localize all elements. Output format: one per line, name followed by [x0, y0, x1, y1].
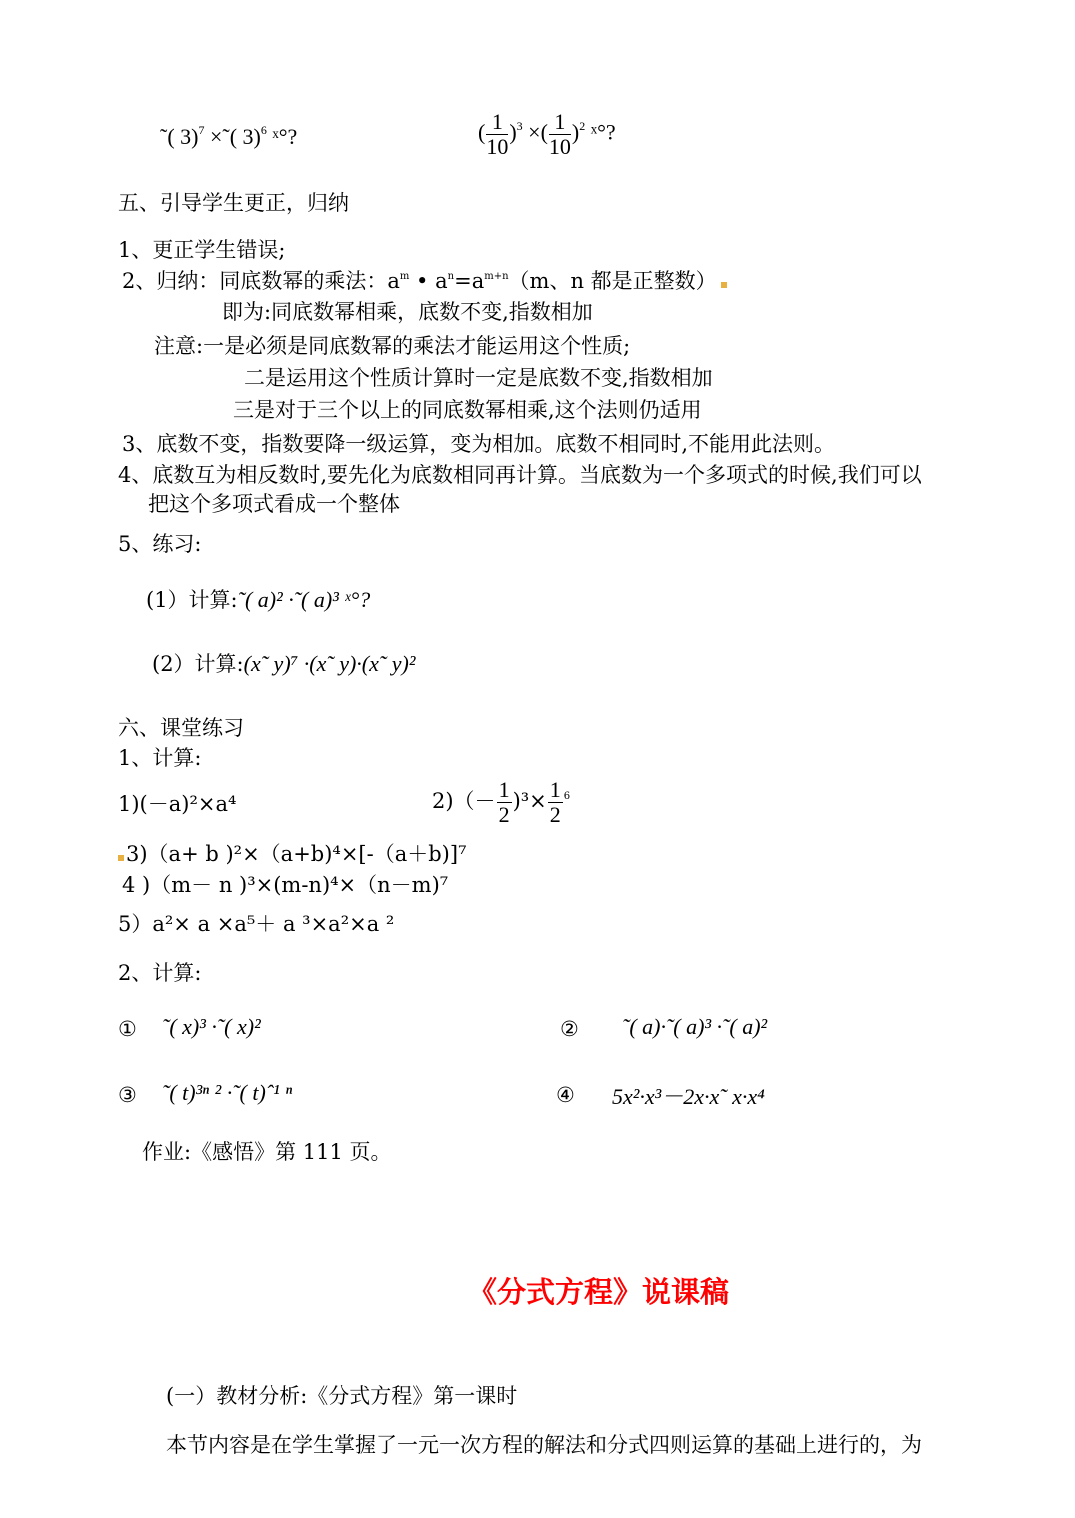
note-3: 三是对于三个以上的同底数幂相乘,这个法则仍适用 — [233, 398, 702, 422]
homework: 作业:《感悟》第 111 页。 — [142, 1140, 392, 1164]
section-5-heading: 五、引导学生更正，归纳 — [118, 191, 349, 215]
formula-top-right: ( $\frac{1}{10}$ )$^3$ ×( $\frac{1}{10}$ )$^2$ ˣ°? — [478, 109, 616, 159]
marker-dot — [721, 282, 727, 288]
exercise-1: (1）计算:˜( a)² ·˜( a)³ ˣ°? — [146, 587, 371, 612]
calc-1-expr: ˜( x)³ ·˜( x)² — [162, 1014, 261, 1039]
exercise-2: (2）计算:(x˜ y)⁷ ·(x˜ y)·(x˜ y)² — [152, 651, 416, 676]
item-3: 3、底数不变，指数要降一级运算，变为相加。底数不相同时,不能用此法则。 — [122, 432, 836, 456]
note-2: 二是运用这个性质计算时一定是底数不变,指数相加 — [244, 366, 713, 390]
calc-1-label: ① — [118, 1017, 137, 1041]
rule-summary: 即为:同底数幂相乘，底数不变,指数相加 — [222, 300, 593, 324]
sub-2: 2、计算: — [118, 961, 202, 985]
calc-3-expr: ˜( t)³ⁿ ² ·˜( t)ˆ¹ ⁿ — [162, 1080, 293, 1105]
document-title: 《分式方程》说课稿 — [468, 1275, 730, 1309]
calc-2-expr: ˜( a)·˜( a)³ ·˜( a)² — [622, 1014, 768, 1039]
part-1-paragraph: 本节内容是在学生掌握了一元一次方程的解法和分式四则运算的基础上进行的，为 — [166, 1433, 922, 1457]
calc-3-label: ③ — [118, 1083, 137, 1107]
section-6-heading: 六、课堂练习 — [118, 716, 244, 740]
item-2: 2、归纳：同底数幂的乘法：$a^m$ • $a^n=a^{m+n}(m$、n 都是正整数） — [122, 268, 727, 299]
problem-2: 2)（－ $\frac{1}{2}$ )³× $\frac{1}{2}$ $^6$ — [432, 777, 571, 827]
item-1: 1、更正学生错误; — [118, 238, 286, 262]
item-5: 5、练习: — [118, 532, 202, 556]
formula-top-left: ˜( 3)$^7$ ×˜( 3)$^6$ ˣ°? — [160, 123, 298, 149]
item-4-line-2: 把这个多项式看成一个整体 — [148, 492, 400, 516]
problem-4: 4 )（m－ n )³×(m-n)⁴×（n－m)⁷ — [122, 873, 449, 897]
problem-1: 1)(－a)²×a⁴ — [118, 792, 237, 816]
item-4-line-1: 4、底数互为相反数时,要先化为底数相同再计算。当底数为一个多项式的时候,我们可以 — [118, 463, 922, 487]
note-1: 注意:一是必须是同底数幂的乘法才能运用这个性质; — [154, 334, 631, 358]
part-1-heading: (一）教材分析:《分式方程》第一课时 — [166, 1384, 518, 1408]
calc-2-label: ② — [560, 1017, 579, 1041]
calc-4-expr: 5x²·x³－2x·x˜ x·x⁴ — [612, 1084, 765, 1109]
problem-3: 3)（a+ b )²×（a+b)⁴×[-（a＋b)]⁷ — [118, 841, 467, 867]
sub-1: 1、计算: — [118, 746, 202, 770]
marker-dot — [118, 855, 124, 861]
calc-4-label: ④ — [556, 1083, 575, 1107]
problem-5: 5）a²× a ×a⁵＋ a ³×a²×a ² — [118, 912, 395, 936]
